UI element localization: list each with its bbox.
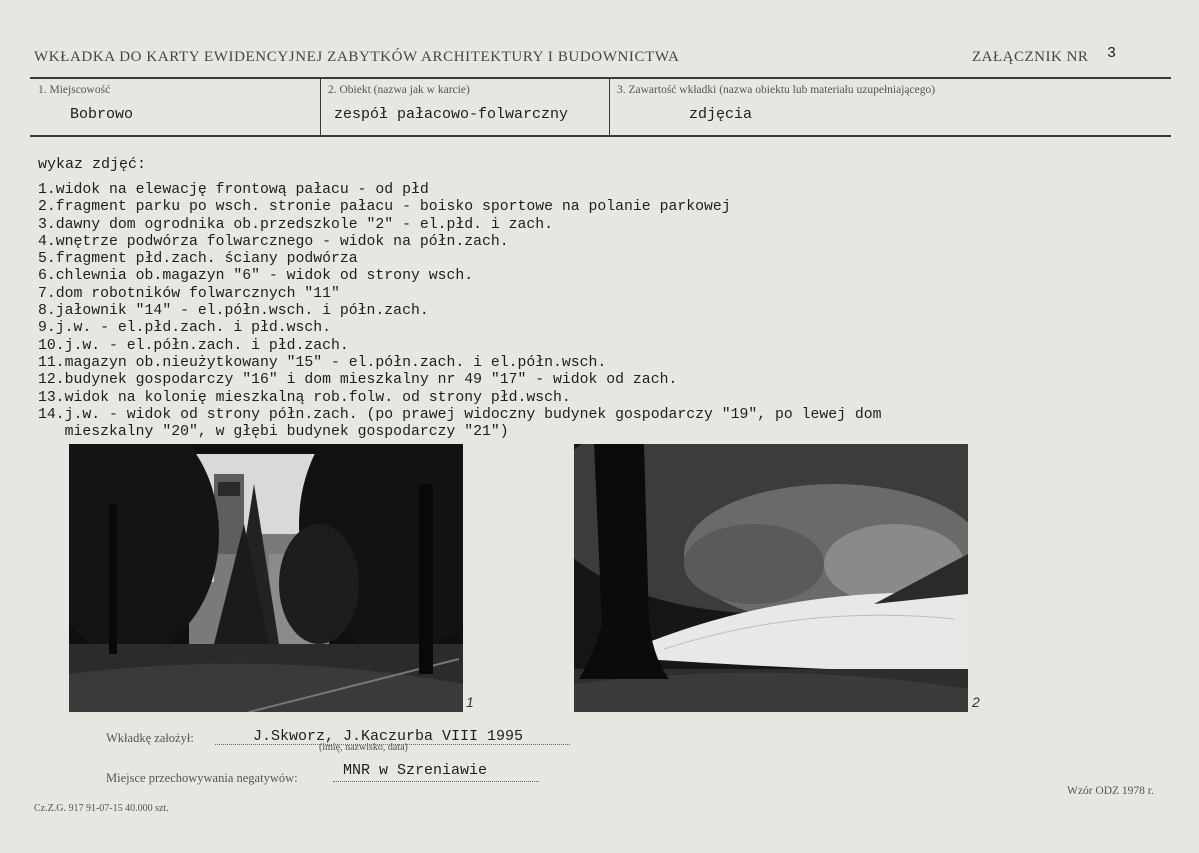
annex-number: 3 [1107, 45, 1117, 62]
photo-1-number: 1 [466, 694, 474, 710]
photo-2-number: 2 [972, 694, 980, 710]
author-value: J.Skworz, J.Kaczurba VIII 1995 [253, 728, 524, 745]
print-info: Cz.Z.G. 917 91-07-15 40.000 szt. [34, 803, 169, 814]
list-item: 4.wnętrze podwórza folwarcznego - widok na półn.zach. [38, 233, 509, 250]
field-divider-2 [609, 79, 610, 137]
list-item: 7.dom robotników folwarcznych "11" [38, 285, 340, 302]
list-item: 6.chlewnia ob.magazyn "6" - widok od strony wsch. [38, 268, 474, 285]
header-rule-top [30, 77, 1171, 79]
template-info: Wzór ODZ 1978 r. [1067, 785, 1154, 797]
object-value: zespół pałacowo-folwarczny [334, 106, 569, 123]
place-label: 1. Miejscowość [38, 84, 111, 96]
storage-value: MNR w Szreniawie [343, 762, 488, 779]
photo-park-clearing [574, 444, 968, 712]
list-item: 13.widok na kolonię mieszkalną rob.folw. od strony płd.wsch. [38, 389, 571, 406]
photo-palace-facade [69, 444, 463, 712]
photo-list [38, 182, 882, 441]
list-item: 8.jałownik "14" - el.półn.wsch. i półn.zach. [38, 303, 429, 320]
annex-label: ZAŁĄCZNIK NR [972, 49, 1089, 65]
card-title: WKŁADKA DO KARTY EWIDENCYJNEJ ZABYTKÓW ARCHITEKTURY I BUDOWNICTWA [34, 49, 680, 65]
object-label: 2. Obiekt (nazwa jak w karcie) [328, 84, 470, 96]
list-item: 11.magazyn ob.nieużytkowany "15" - el.półn.zach. i el.półn.wsch. [38, 354, 607, 371]
storage-dotted-line [333, 781, 539, 782]
list-item: mieszkalny "20", w głębi budynek gospodarczy "21") [38, 424, 509, 441]
header-rule-bottom [30, 135, 1171, 137]
list-item: 1.widok na elewację frontową pałacu - od płd [38, 182, 429, 198]
place-value: Bobrowo [70, 106, 134, 123]
author-label: Wkładkę założył: [106, 731, 194, 745]
field-divider-1 [320, 79, 321, 137]
list-item: 2.fragment parku po wsch. stronie pałacu - boisko sportowe na polanie parkowej [38, 199, 731, 216]
list-item: 3.dawny dom ogrodnika ob.przedszkole "2" - el.płd. i zach. [38, 216, 554, 233]
list-item: 10.j.w. - el.półn.zach. i płd.zach. [38, 337, 349, 354]
list-item: 5.fragment płd.zach. ściany podwórza [38, 251, 358, 268]
content-value: zdjęcia [689, 106, 753, 123]
photo-list-heading: wykaz zdjęć: [38, 156, 147, 173]
author-hint: (imię, nazwisko, data) [319, 742, 408, 753]
storage-label: Miejsce przechowywania negatywów: [106, 771, 298, 785]
list-item: 14.j.w. - widok od strony półn.zach. (po prawej widoczny budynek gospodarczy "19", po lewej dom [38, 406, 882, 423]
content-label: 3. Zawartość wkładki (nazwa obiektu lub materiału uzupełniającego) [617, 84, 936, 96]
list-item: 9.j.w. - el.płd.zach. i płd.wsch. [38, 320, 332, 337]
list-item: 12.budynek gospodarczy "16" i dom mieszkalny nr 49 "17" - widok od zach. [38, 372, 678, 389]
